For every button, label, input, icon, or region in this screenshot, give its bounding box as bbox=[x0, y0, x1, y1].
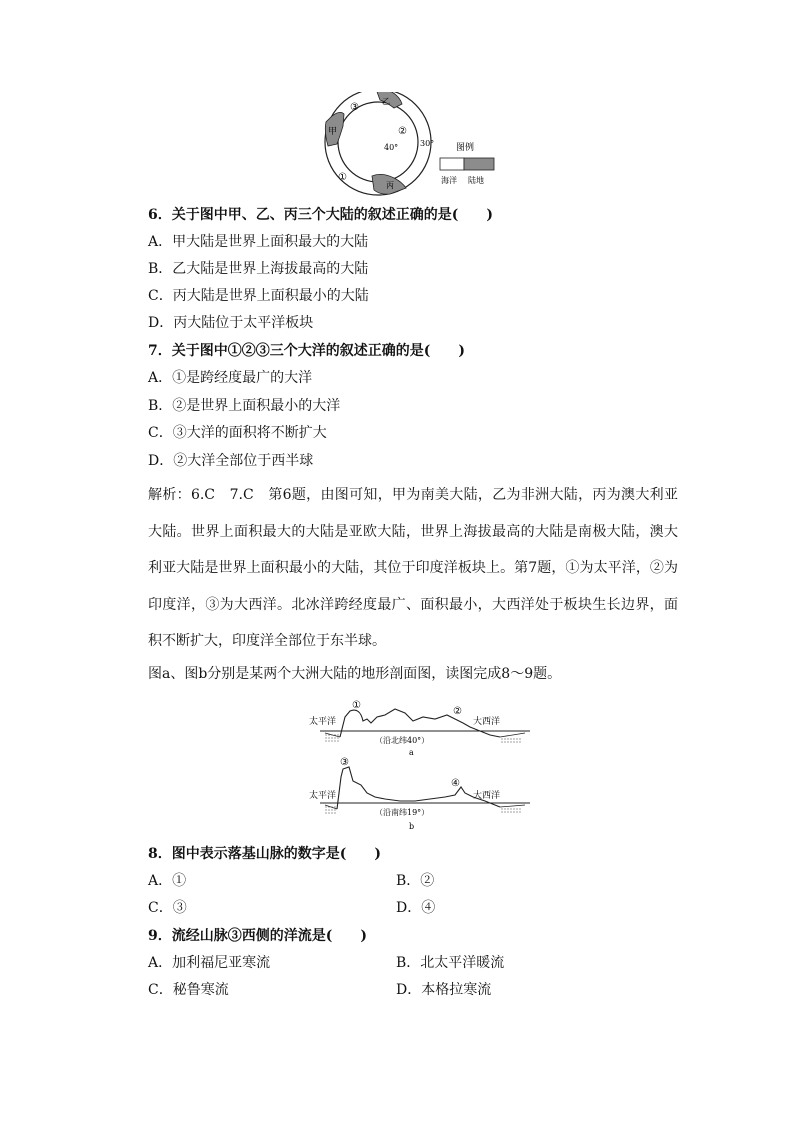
q9-option-b[interactable]: B．北太平洋暖流 bbox=[396, 955, 505, 971]
label-lat-40: 40° bbox=[384, 143, 399, 152]
explanation-text: 解析：6.C 7.C 第6题，由图可知，甲为南美大陆，乙为非洲大陆，丙为澳大利亚大陆。世界上面积最大的大陆是亚欧大陆，世界上海拔最高的大陆是南极大陆，澳大利亚大陆是世界上面积最小的大陆，其位于印度洋板块上。第7题，①为太平洋，②为印度洋，③为大西洋。北冰洋跨经度最广、面积最小，大西洋处于板块生长边界，面积不断扩大，印度洋全部位于东半球。 bbox=[148, 487, 678, 649]
profile-a-tag: a bbox=[409, 748, 414, 757]
profile-b-right-label: 大西洋 bbox=[473, 791, 501, 801]
profile-figure bbox=[305, 697, 545, 837]
legend-ocean-label: 海洋 bbox=[441, 176, 457, 185]
intro-text: 图a、图b分别是某两个大洲大陆的地形剖面图，读图完成8～9题。 bbox=[148, 666, 562, 682]
profile-a-marker-2: ② bbox=[453, 706, 462, 717]
q8-option-b[interactable]: B．② bbox=[396, 873, 435, 889]
profile-b-tag: b bbox=[409, 822, 415, 831]
q9-option-c[interactable]: C．秘鲁寒流 bbox=[148, 982, 229, 998]
label-bing: 丙 bbox=[386, 181, 394, 190]
inner-ring bbox=[338, 102, 418, 182]
profile-a-left-label: 太平洋 bbox=[309, 717, 337, 727]
label-ocean-1: ① bbox=[338, 172, 347, 183]
q6-option-d[interactable]: D．丙大陆位于太平洋板块 bbox=[148, 315, 314, 331]
label-jia: 甲 bbox=[328, 127, 338, 137]
q8-option-c[interactable]: C．③ bbox=[148, 900, 187, 916]
label-yi: 乙 bbox=[382, 97, 390, 106]
profile-b-caption: （沿南纬19°） bbox=[375, 808, 430, 817]
q7-option-a[interactable]: A．①是跨经度最广的大洋 bbox=[148, 370, 313, 386]
profile-b-left-label: 太平洋 bbox=[309, 791, 337, 801]
q8-option-d[interactable]: D．④ bbox=[396, 900, 436, 916]
profile-a-caption: （沿北纬40°） bbox=[375, 736, 430, 745]
profile-b-marker-4: ④ bbox=[451, 778, 460, 789]
q9-option-d[interactable]: D．本格拉寒流 bbox=[396, 982, 492, 998]
q7-option-c[interactable]: C．③大洋的面积将不断扩大 bbox=[148, 425, 327, 441]
q8-option-a[interactable]: A．① bbox=[148, 873, 187, 889]
label-ocean-2: ② bbox=[398, 126, 407, 137]
profile-a-marker-1: ① bbox=[352, 700, 361, 711]
legend-land-label: 陆地 bbox=[468, 176, 484, 185]
label-ocean-3: ③ bbox=[350, 102, 359, 113]
profile-a-right-label: 大西洋 bbox=[473, 717, 501, 727]
q7-stem: 7．关于图中①②③三个大洋的叙述正确的是( ) bbox=[148, 343, 465, 359]
q9-stem: 9．流经山脉③西侧的洋流是( ) bbox=[148, 928, 367, 944]
q8-stem: 8．图中表示落基山脉的数字是( ) bbox=[148, 846, 381, 862]
q6-option-b[interactable]: B．乙大陆是世界上海拔最高的大陆 bbox=[148, 261, 369, 277]
legend-ocean-swatch bbox=[440, 158, 464, 170]
q6-option-c[interactable]: C．丙大陆是世界上面积最小的大陆 bbox=[148, 288, 369, 304]
legend-land-swatch bbox=[464, 158, 494, 170]
q7-option-d[interactable]: D．②大洋全部位于西半球 bbox=[148, 453, 314, 469]
profile-b-marker-3: ③ bbox=[340, 757, 349, 768]
legend-title: 图例 bbox=[456, 143, 475, 153]
q6-option-a[interactable]: A．甲大陆是世界上面积最大的大陆 bbox=[148, 234, 369, 250]
label-lat-30: 30° bbox=[420, 139, 435, 148]
q7-option-b[interactable]: B．②是世界上面积最小的大洋 bbox=[148, 398, 341, 414]
q6-stem: 6．关于图中甲、乙、丙三个大陆的叙述正确的是( ) bbox=[148, 207, 493, 223]
q9-option-a[interactable]: A．加利福尼亚寒流 bbox=[148, 955, 271, 971]
ring-map-figure bbox=[310, 92, 510, 197]
